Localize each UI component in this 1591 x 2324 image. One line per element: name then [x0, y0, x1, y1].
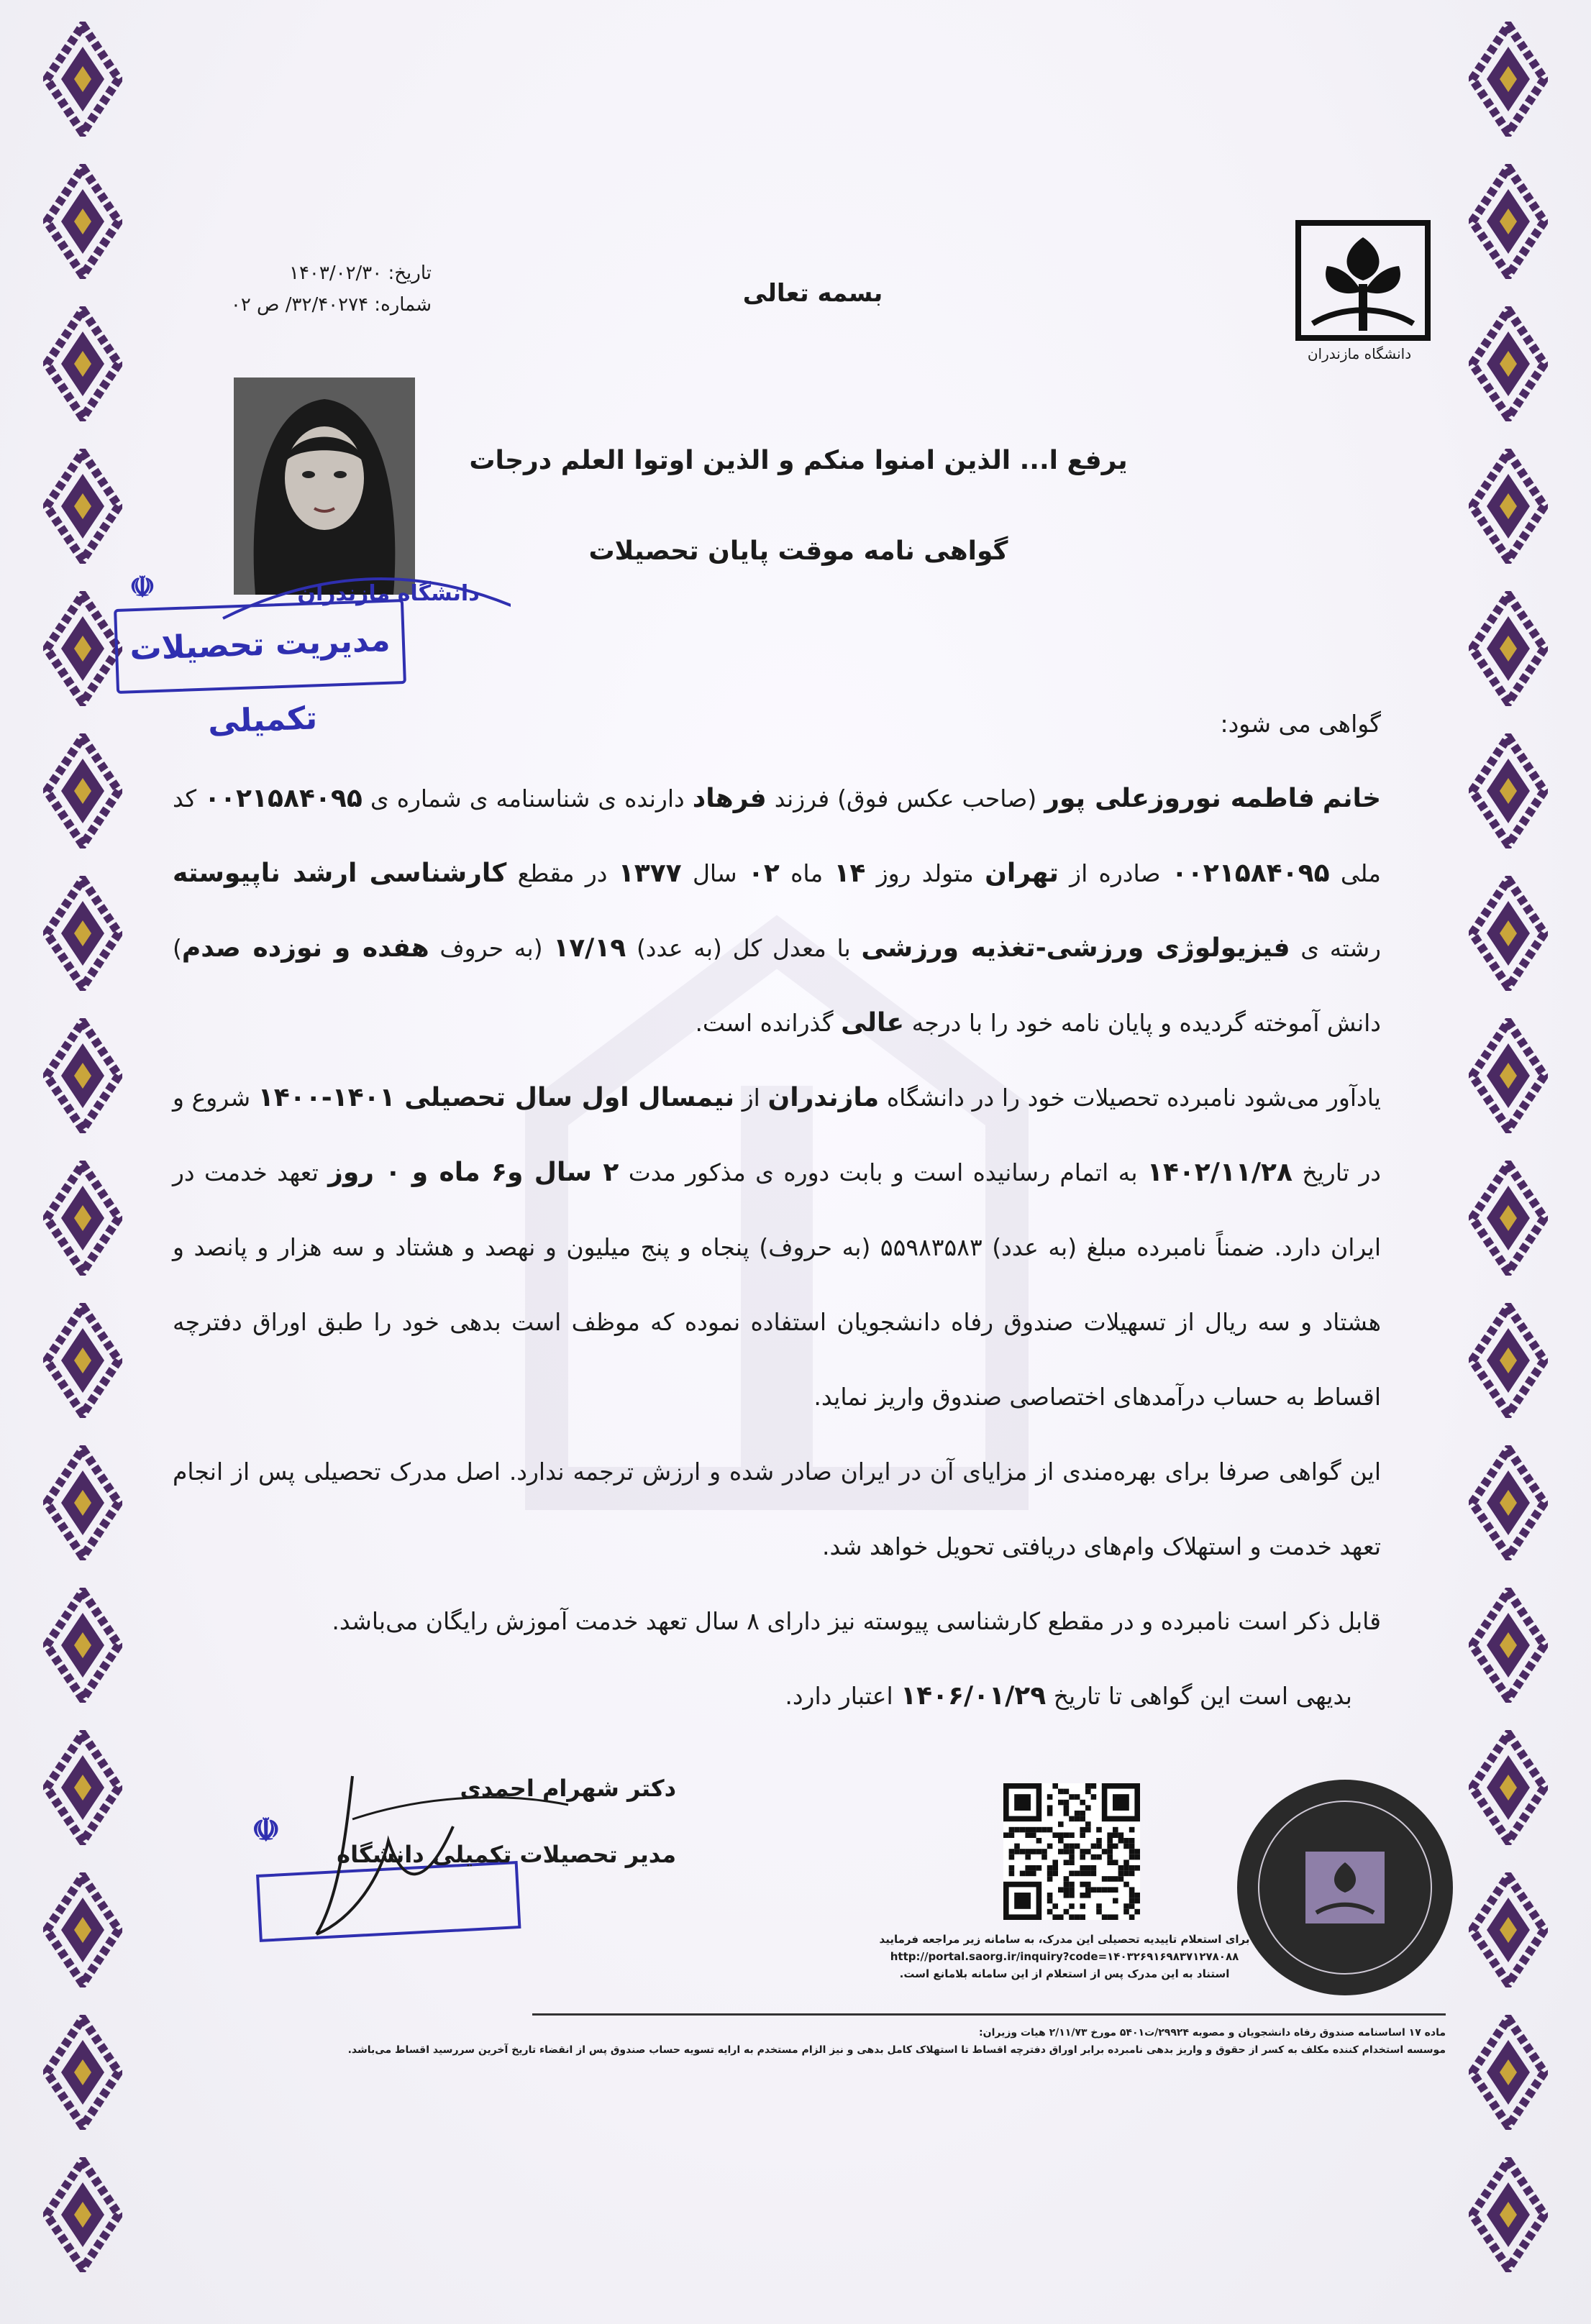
diamond-ornament [1469, 1161, 1548, 1276]
level-label: در مقطع [517, 859, 608, 887]
validity-note-paragraph [173, 1435, 1381, 1584]
diamond-ornament [43, 2015, 122, 2130]
gpa-label: با معدل کل (به عدد) [636, 934, 851, 962]
verification-qr-code[interactable] [1003, 1783, 1140, 1920]
issued-from-label: صادره از [1070, 859, 1161, 887]
birth-year: ۱۳۷۷ [618, 859, 682, 888]
thesis-suffix: گذرانده است. [695, 1009, 834, 1037]
gpa-words-suffix: ) دانش آموخته گردیده و پایان نامه خود را با درجه [173, 934, 1381, 1037]
opening-line [173, 687, 1381, 761]
diamond-ornament [1469, 733, 1548, 848]
inquiry-instructions [849, 1931, 1280, 1982]
validity-suffix: اعتبار دارد. [785, 1682, 893, 1710]
id-intro: دارنده ی شناسنامه ی شماره ی [370, 784, 685, 813]
birth-month: ۰۲ [747, 859, 780, 888]
gpa-words: هفده و نوزده صدم [181, 933, 429, 963]
diamond-ornament [43, 1445, 122, 1560]
end-date: ۱۴۰۲/۱۱/۲۸ [1146, 1158, 1293, 1187]
reminder-text-3: شروع و در تاریخ [173, 1084, 1381, 1186]
svg-text:☫: ☫ [252, 1813, 281, 1848]
validity-prefix: بدیهی است این گواهی تا تاریخ [1053, 1682, 1352, 1710]
diamond-ornament [1469, 591, 1548, 706]
stamp-university-label: دانشگاه مازندران [297, 581, 480, 606]
diamond-ornament [1469, 2157, 1548, 2272]
svg-text:☫: ☫ [129, 572, 155, 603]
diamond-ornament [43, 1872, 122, 1987]
validity-date: ۱۴۰۶/۰۱/۲۹ [901, 1681, 1047, 1711]
inquiry-url[interactable]: http://portal.saorg.ir/inquiry?code=۱۴۰۳۲۶۹۱۶۹۸۳۷۱۲۷۸۰۸۸ [890, 1950, 1239, 1963]
reference-block [216, 257, 432, 321]
diamond-ornament [1469, 22, 1548, 137]
left-ornament-border [29, 0, 137, 2324]
diamond-ornament [1469, 1018, 1548, 1133]
diamond-ornament [43, 2157, 122, 2272]
diamond-ornament [43, 1161, 122, 1276]
graduate-office-stamp: مدیریت تحصیلات تکمیلی [114, 599, 406, 694]
thesis-grade: عالی [841, 1008, 905, 1038]
diamond-ornament [1469, 2015, 1548, 2130]
diamond-ornament [43, 1588, 122, 1703]
start-semester: نیمسال اول سال تحصیلی ۱۴۰۱-۱۴۰۰ [257, 1083, 735, 1112]
right-ornament-border [1454, 0, 1562, 2324]
diamond-ornament [43, 22, 122, 137]
logo-caption: دانشگاه مازندران [1307, 345, 1412, 362]
reminder-text-5: تعهد خدمت در ایران دارد. ضمناً نامبرده مبلغ (به عدد) ۵۵۹۸۳۵۸۳ (به حروف) پنجاه و پنج میلیون و نهصد و هشتاد و سه هزار و پانصد و هشتاد و سه ریال از تسهیلات صندوق رفاه دانشجویان استفاده نموده که موظف است بدهی خود را طبق اوراق دفترچه اقساط به حساب درآمدهای اختصاصی صندوق واریز نماید. [173, 1158, 1381, 1411]
university-name: مازندران [767, 1083, 880, 1112]
diamond-ornament [1469, 164, 1548, 279]
issue-city: تهران [985, 859, 1059, 888]
gpa-value: ۱۷/۱۹ [553, 933, 626, 963]
field-of-study: فیزیولوژی ورزشی-تغذیه ورزشی [861, 933, 1290, 963]
diamond-ornament [1469, 1730, 1548, 1845]
diamond-ornament [1469, 1445, 1548, 1560]
reminder-text-1: یادآور می‌شود نامبرده تحصیلات خود را در دانشگاه [886, 1084, 1381, 1112]
identity-paragraph [173, 761, 1381, 1061]
signatory-name: دکتر شهرام احمدی [460, 1775, 676, 1802]
inquiry-line-3: استناد به این مدرک پس از استعلام از این سامانه بلامانع است. [899, 1967, 1230, 1980]
birth-day: ۱۴ [834, 859, 866, 888]
diamond-ornament [43, 1303, 122, 1418]
service-period: ۲ سال و۶ ماه و ۰ روز [328, 1158, 619, 1187]
footer-line-2: موسسه استخدام کننده مکلف به کسر از حقوق و واریز بدهی نامبرده برابر اوراق دفترچه اقساط تا استهلاک کامل بدهی و نیز الزام مستخدم به ارایه تسویه حساب صندوق پس از انقضاء تاریخ آخرین سررسید اقساط می‌باشد. [347, 2044, 1446, 2056]
year-label: سال [692, 859, 737, 887]
opening-text: گواهی می شود: [1220, 710, 1381, 738]
invocation-heading: بسمه تعالی [742, 279, 883, 308]
photo-note: (صاحب عکس فوق) فرزند [774, 784, 1037, 813]
diamond-ornament [43, 164, 122, 279]
diamond-ornament [1469, 306, 1548, 421]
father-name: فرهاد [692, 784, 767, 813]
id-number: ۰۰۲۱۵۸۴۰۹۵ [204, 784, 363, 813]
quran-verse: یرفع ا... الذین امنوا منکم و الذین اوتوا العلم درجات [469, 446, 1128, 475]
date-line: تاریخ: ۱۴۰۳/۰۲/۳۰ [288, 262, 432, 284]
footer-line-1: ماده ۱۷ اساسنامه صندوق رفاه دانشجویان و مصوبه ۲۹۹۲۴/ت۵۴۰۱ مورخ ۲/۱۱/۷۳ هیات وزیران: [979, 2027, 1446, 2039]
reminder-text-4: به اتمام رسانیده است و بابت دوره ی مذکور مدت [628, 1158, 1138, 1186]
title-prefix: خانم [1322, 784, 1382, 813]
gpa-words-prefix: (به حروف [439, 934, 543, 962]
free-education-note [173, 1584, 1381, 1659]
validity-line [173, 1659, 1381, 1734]
certificate-title: گواهی نامه موقت پایان تحصیلات [588, 536, 1008, 566]
diamond-ornament [1469, 449, 1548, 564]
month-label: ماه [790, 859, 824, 887]
note-text-2: قابل ذکر است نامبرده و در مقطع کارشناسی پیوسته نیز دارای ۸ سال تعهد خدمت آموزش رایگان می‌باشد. [332, 1607, 1381, 1635]
number-line: شماره: ۳۲/۴۰۲۷۴/ ص ۰۲ [230, 294, 432, 316]
signatory-title: مدیر تحصیلات تکمیلی دانشگاه [337, 1841, 676, 1868]
born-label: متولد روز [876, 859, 974, 887]
national-code-label: کد ملی [173, 784, 1381, 887]
diamond-ornament [1469, 1303, 1548, 1418]
study-period-paragraph [173, 1061, 1381, 1435]
reminder-text-2: از [742, 1084, 760, 1112]
field-label: رشته ی [1300, 934, 1381, 962]
legal-footer [245, 2024, 1446, 2059]
certificate-body [173, 687, 1381, 1734]
footer-divider [532, 2013, 1446, 2016]
diamond-ornament [43, 1018, 122, 1133]
diamond-ornament [1469, 1588, 1548, 1703]
student-name: فاطمه نوروزعلی پور [1044, 784, 1315, 813]
inquiry-line-1: برای استعلام تاییدیه تحصیلی این مدرک، به سامانه زیر مراجعه فرمایید [879, 1933, 1250, 1946]
national-code: ۰۰۲۱۵۸۴۰۹۵ [1171, 859, 1330, 888]
diamond-ornament [43, 306, 122, 421]
diamond-ornament [43, 1730, 122, 1845]
diamond-ornament [43, 733, 122, 848]
diamond-ornament [1469, 876, 1548, 991]
diamond-ornament [43, 876, 122, 991]
degree-level: کارشناسی ارشد ناپیوسته [173, 859, 507, 888]
note-text-1: این گواهی صرفا برای بهره‌مندی از مزایای آن در ایران صادر شده و ارزش ترجمه ندارد. اصل مدرک تحصیلی پس از انجام تعهد خدمت و استهلاک وام‌های دریافتی تحویل خواهد شد. [173, 1458, 1381, 1560]
diamond-ornament [1469, 1872, 1548, 1987]
